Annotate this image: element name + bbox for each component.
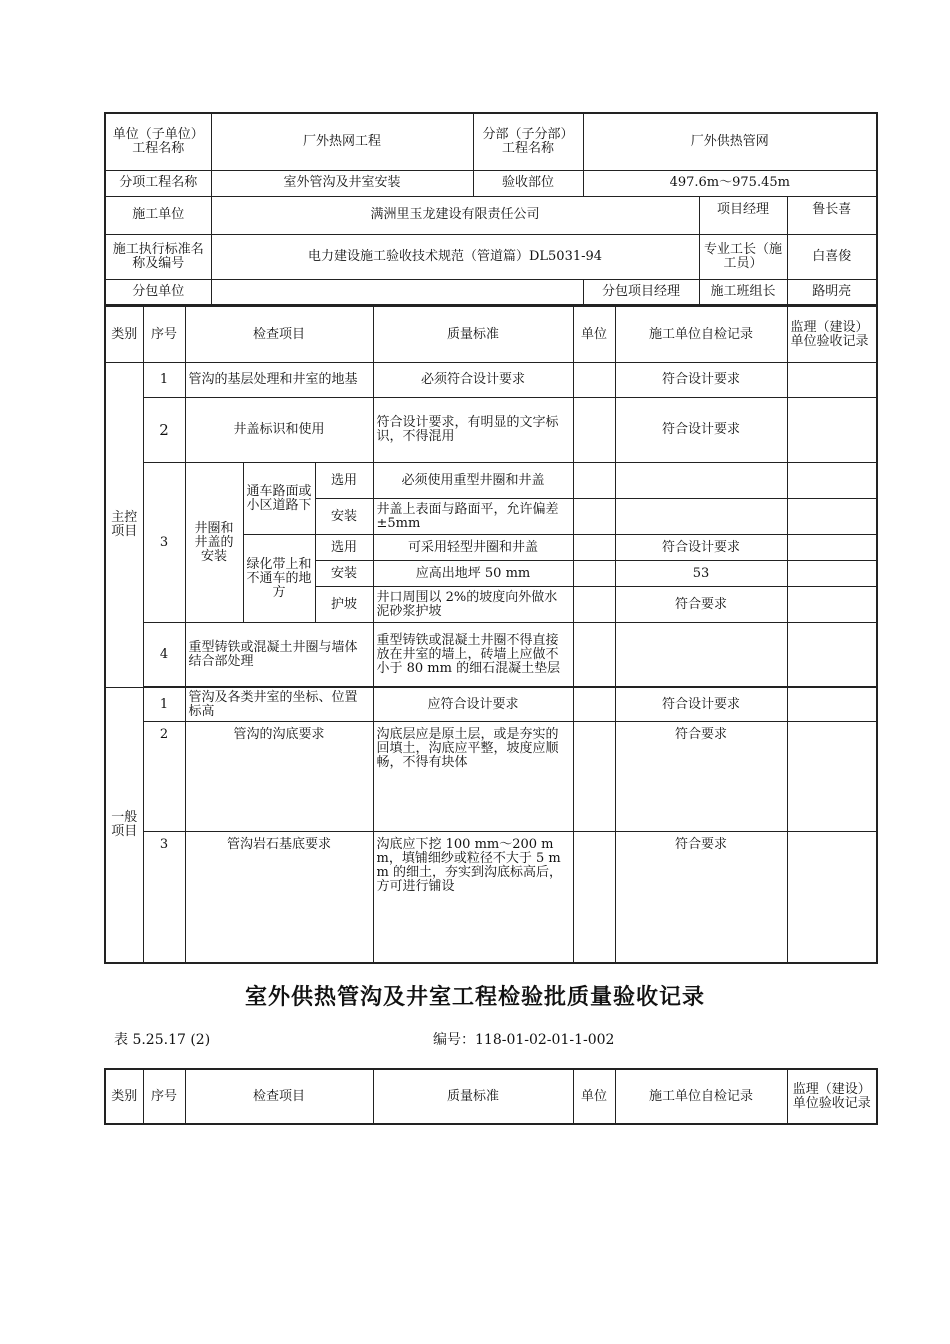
- standard-cell: 沟底层应是原土层，或是夯实的回填土，沟底应平整，坡度应顺畅，不得有块体: [373, 722, 573, 832]
- seq-cell: 4: [143, 623, 185, 687]
- self-check-cell: 符合设计要求: [615, 688, 787, 722]
- unit-cell: [573, 832, 615, 963]
- subitem-value: 室外管沟及井室安装: [211, 170, 473, 196]
- unit-cell: [573, 587, 615, 623]
- second-header-table: [104, 1068, 878, 1125]
- col-self-check: 施工单位自检记录: [615, 1069, 787, 1124]
- unit-cell: [573, 398, 615, 463]
- type-cell: 选用: [315, 463, 373, 499]
- standard-cell: 沟底应下挖 100 mm～200 mm，填铺细纱或粒径不大于 5 mm 的细土，夯实到沟底标高后，方可进行铺设: [373, 832, 573, 963]
- self-check-cell: 符合要求: [615, 832, 787, 963]
- seq-cell: 2: [143, 398, 185, 463]
- contractor-label: 施工单位: [105, 196, 211, 234]
- table-row: [105, 463, 877, 499]
- page-title: 室外供热管沟及井室工程检验批质量验收记录: [244, 985, 705, 1010]
- supervision-cell: [787, 587, 877, 623]
- seq-cell: 3: [143, 463, 185, 623]
- table-row: [105, 722, 877, 832]
- acceptance-part-value: 497.6m～975.45m: [583, 170, 877, 196]
- item-cell: 井盖标识和使用: [185, 398, 373, 463]
- team-leader-value: 路明亮: [787, 279, 877, 305]
- division-label: 分部（子分部）工程名称: [473, 113, 583, 170]
- foreman-value: 白喜俊: [787, 234, 877, 279]
- table-row: [105, 363, 877, 398]
- unit-cell: [573, 499, 615, 535]
- col-standard: 质量标准: [373, 1069, 573, 1124]
- item-cell: 管沟岩石基底要求: [185, 832, 373, 963]
- supervision-cell: [787, 688, 877, 722]
- unit-cell: [573, 535, 615, 561]
- self-check-cell: [615, 463, 787, 499]
- seq-cell: 1: [143, 363, 185, 398]
- foreman-label: 专业工长（施工员）: [699, 234, 787, 279]
- subcontractor-value: [211, 279, 583, 305]
- project-manager-label: 项目经理: [699, 196, 787, 234]
- seq-cell: 1: [143, 688, 185, 722]
- self-check-cell: 符合设计要求: [615, 535, 787, 561]
- table-number: 表 5.25.17 (2): [114, 1032, 211, 1048]
- supervision-cell: [787, 623, 877, 687]
- col-supervision: 监理（建设）单位验收记录: [787, 1069, 877, 1124]
- self-check-cell: 符合设计要求: [615, 398, 787, 463]
- standard-cell: 应符合设计要求: [373, 688, 573, 722]
- col-category: 类别: [105, 307, 143, 363]
- col-self-check: 施工单位自检记录: [615, 307, 787, 363]
- main-category: 主控项目: [105, 363, 143, 688]
- self-check-cell: [615, 499, 787, 535]
- self-check-cell: 符合要求: [615, 587, 787, 623]
- table-row: [105, 832, 877, 963]
- item-cell: 管沟的沟底要求: [185, 722, 373, 832]
- unit-cell: [573, 363, 615, 398]
- type-cell: 选用: [315, 535, 373, 561]
- division-value: 厂外供热管网: [583, 113, 877, 170]
- col-seq: 序号: [143, 307, 185, 363]
- col-item: 检查项目: [185, 307, 373, 363]
- standard-cell: 必须符合设计要求: [373, 363, 573, 398]
- standard-cell: 重型铸铁或混凝土井圈不得直接放在井室的墙上，砖墙上应做不小于 80 mm 的细石混凝土垫层: [373, 623, 573, 687]
- subitem-label: 分项工程名称: [105, 170, 211, 196]
- team-leader-label: 施工班组长: [699, 279, 787, 305]
- col-item: 检查项目: [185, 1069, 373, 1124]
- supervision-cell: [787, 398, 877, 463]
- self-check-cell: 53: [615, 561, 787, 587]
- seq-cell: 2: [143, 722, 185, 832]
- standard-cell: 可采用轻型井圈和井盖: [373, 535, 573, 561]
- col-unit: 单位: [573, 307, 615, 363]
- type-cell: 安装: [315, 561, 373, 587]
- unit-cell: [573, 688, 615, 722]
- col-unit: 单位: [573, 1069, 615, 1124]
- inspection-table: [104, 306, 878, 964]
- supervision-cell: [787, 561, 877, 587]
- unit-cell: [573, 463, 615, 499]
- standard-cell: 井口周围以 2%的坡度向外做水泥砂浆护坡: [373, 587, 573, 623]
- supervision-cell: [787, 832, 877, 963]
- supervision-cell: [787, 499, 877, 535]
- item-cell: 管沟的基层处理和井室的地基: [185, 363, 373, 398]
- general-category: 一般项目: [105, 688, 143, 963]
- unit-label: 单位（子单位） 工程名称: [105, 113, 211, 170]
- sub-manager-label: 分包项目经理: [583, 279, 699, 305]
- subgroup-b: 绿化带上和不通车的地方: [243, 535, 315, 623]
- self-check-cell: 符合要求: [615, 722, 787, 832]
- self-check-cell: [615, 623, 787, 687]
- supervision-cell: [787, 722, 877, 832]
- standard-cell: 井盖上表面与路面平，允许偏差±5mm: [373, 499, 573, 535]
- unit-value: 厂外热网工程: [211, 113, 473, 170]
- acceptance-part-label: 验收部位: [473, 170, 583, 196]
- second-table: [104, 1068, 876, 1125]
- item-cell: 重型铸铁或混凝土井圈与墙体结合部处理: [185, 623, 373, 687]
- self-check-cell: 符合设计要求: [615, 363, 787, 398]
- serial-number: 编号：118-01-02-01-1-002: [433, 1032, 615, 1048]
- col-standard: 质量标准: [373, 307, 573, 363]
- standard-cell: 必须使用重型井圈和井盖: [373, 463, 573, 499]
- table-row: [105, 623, 877, 687]
- supervision-cell: [787, 363, 877, 398]
- table-row: [105, 688, 877, 722]
- standard-label: 施工执行标准名称及编号: [105, 234, 211, 279]
- type-cell: 安装: [315, 499, 373, 535]
- contractor-value: 满洲里玉龙建设有限责任公司: [211, 196, 699, 234]
- project-manager-value: 鲁长喜: [787, 196, 877, 234]
- supervision-cell: [787, 463, 877, 499]
- unit-cell: [573, 623, 615, 687]
- standard-value: 电力建设施工验收技术规范（管道篇）DL5031-94: [211, 234, 699, 279]
- unit-cell: [573, 722, 615, 832]
- col-seq: 序号: [143, 1069, 185, 1124]
- subgroup-a: 通车路面或小区道路下: [243, 463, 315, 535]
- item-cell: 管沟及各类井室的坐标、位置标高: [185, 688, 373, 722]
- type-cell: 护坡: [315, 587, 373, 623]
- table-row: [105, 398, 877, 463]
- supervision-cell: [787, 535, 877, 561]
- inspection-record-table: [104, 112, 876, 964]
- unit-cell: [573, 561, 615, 587]
- standard-cell: 符合设计要求，有明显的文字标识，不得混用: [373, 398, 573, 463]
- header-table: [104, 112, 878, 306]
- col-supervision: 监理（建设）单位验收记录: [787, 307, 877, 363]
- col-category: 类别: [105, 1069, 143, 1124]
- group-cell: 井圈和井盖的安装: [185, 463, 243, 623]
- seq-cell: 3: [143, 832, 185, 963]
- standard-cell: 应高出地坪 50 mm: [373, 561, 573, 587]
- subcontractor-label: 分包单位: [105, 279, 211, 305]
